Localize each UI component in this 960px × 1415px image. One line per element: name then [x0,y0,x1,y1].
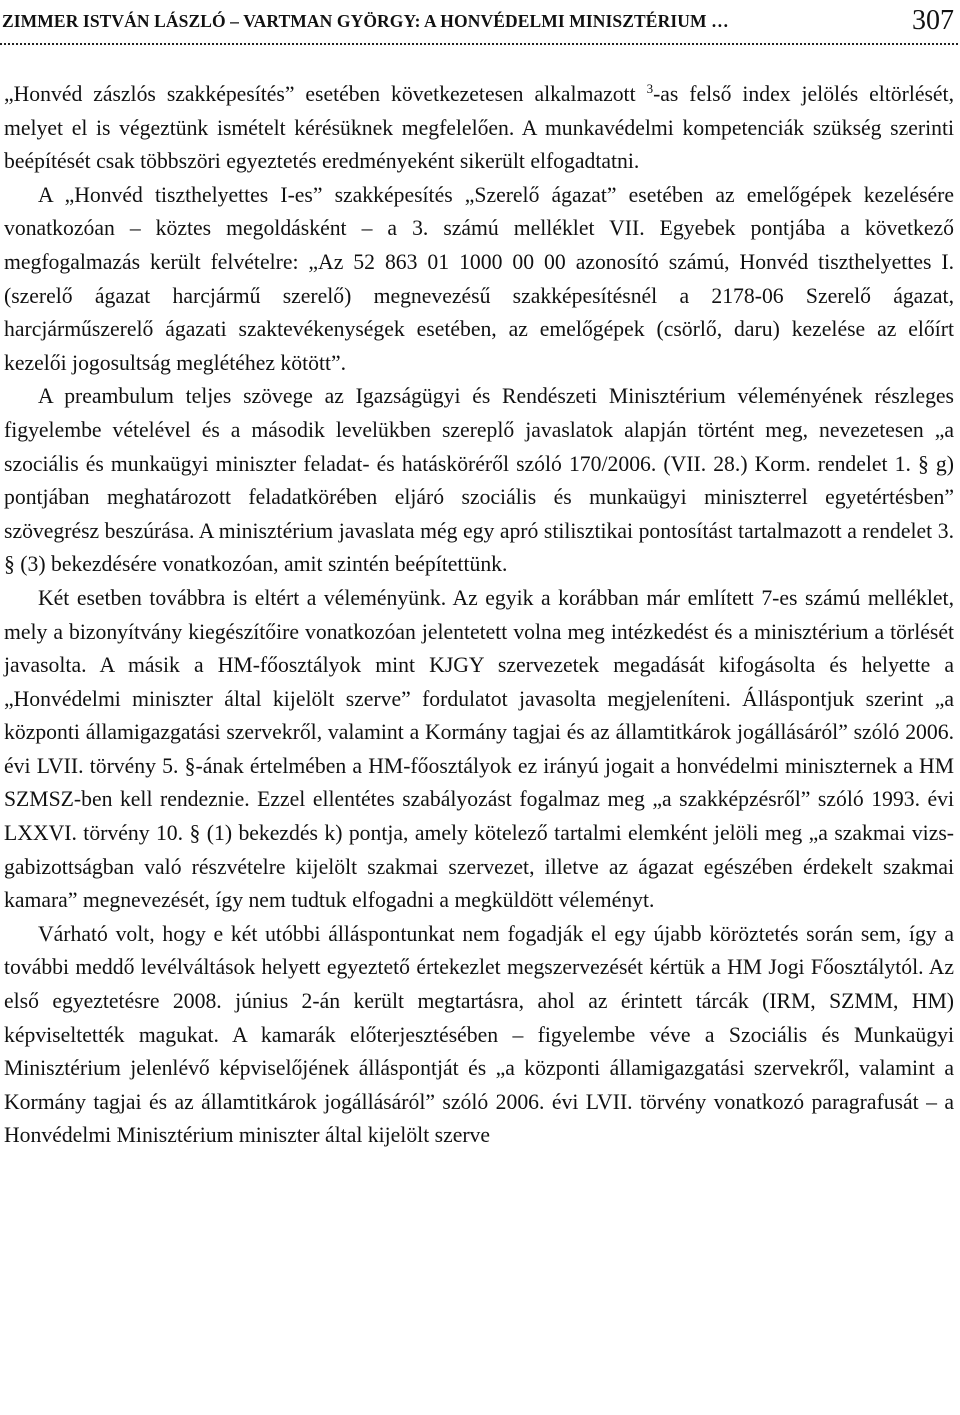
article-body [4,78,954,1153]
paragraph-1 [4,78,954,179]
paragraph-5: Várható volt, hogy e két utóbbi álláspontunkat nem fogadják el egy újabb köröztetés során sem, így a további meddő levélváltások helyett egyeztető értekezlet megszervezését kértük a HM Jogi Főosztálytól. Az első egyeztetésre 2008. június 2-án került megtartásra, ahol az érintett tárcák (IRM, SZMM, HM) képviseltették magukat. A kamarák előterjesztésében – figyelembe véve a Szociális és Munkaügyi Minisztérium jelenlévő képviselőjének álláspontját és „a központi államigazgatási szervekről, valamint a Kormány tagjai és az államtitkárok jogállásáról” szóló 2006. évi LVII. törvény vonatkozó paragrafusát – a Honvédelmi Minisztérium miniszter által kijelölt szerve [4,921,954,1148]
paragraph-4: Két esetben továbbra is eltért a véleményünk. Az egyik a korábban már említett 7-es számú melléklet, mely a bizonyítvány kiegészítőire vonatkozóan jelentetett volna meg intézkedést és a minisztérium a törlését javasolta. A másik a HM-főosztályok mint KJGY szervezetek megadását kifogásolta és helyette a „Honvédelmi miniszter által kijelölt szerve” fordulatot javasolta megjeleníteni. Álláspontjuk szerint „a központi államigazgatási szervekről, valamint a Kormány tagjai és az államtitkárok jogállásáról” szóló 2006. évi LVII. törvény 5. §-ának értelmében a HM-főosztályok ez irányú jogait a honvédelmi miniszternek a HM SZMSZ-ben kell rendeznie. Ezzel ellentétes szabályozást fogalmaz meg „a szakképzésről” szóló 1993. évi LXXVI. törvény 10. § (1) bekezdés k) pontja, amely kötelező tartalmi elemként jelöli meg „a szakmai vizsgabizottságban való részvételre kijelölt szakmai szervezet, illetve az ágazat egészében érdekelt szakmai kamara” megnevezését, így nem tudtuk elfogadni a megküldött véleményt. [4,585,954,913]
header-divider [0,43,958,45]
page-number: 307 [912,5,954,36]
superscript-index: 3 [646,81,654,96]
running-title: ZIMMER ISTVÁN LÁSZLÓ – VARTMAN GYÖRGY: A HONVÉDELMI MINISZTÉRIUM … [2,10,729,31]
paragraph-3: A preambulum teljes szövege az Igazságügyi és Rendészeti Minisztérium véleményének részleges figyelembe vételével és a második levelükben szereplő javaslatok alapján történt meg, nevezetesen „a szociális és munkaügyi miniszter feladat- és hatásköréről szóló 170/2006. (VII. 28.) Korm. rendelet 1. § g) pontjában meghatározott feladatkörében eljáró szociális és munkaügyi miniszterrel egyetértésben” szövegrész beszúrása. A minisztérium javaslata még egy apró stilisztikai pontosítást tartalmazott a rendelet 3. § (3) bekezdésére vonatkozóan, amit szintén beépítettünk. [4,384,954,577]
paragraph-1-text-start: „Honvéd zászlós szakképesítés” esetében következetesen alkalmazott [4,82,647,106]
running-header [2,4,956,38]
paragraph-2: A „Honvéd tiszthelyettes I-es” szakképesítés „Szerelő ágazat” esetében az emelőgépek kezelésére vonatkozóan – köztes megoldásként – a 3. számú melléklet VII. Egyebek pontjába a következő megfogalmazás került felvételre: „Az 52 863 01 1000 00 00 azonosító számú, Honvéd tiszthelyettes I. (szerelő ágazat harcjármű szerelő) megnevezésű szakképesítésnél a 2178-06 Szerelő ágazat, harcjárműszerelő ágazati szaktevékenységek esetében, az emelőgépek (csörlő, daru) kezelése az előírt kezelői jogosultság meglétéhez kötött”. [4,182,954,375]
paragraph-1-text-end: -as felső index jelölés eltörlését, melyet el is végeztünk ismételt kérésüknek megfelelően. A munkavédelmi kompetenciák szükség szerinti beépítését csak többszöri egyeztetés eredményeként sikerült elfogadtatni. [4,82,955,174]
